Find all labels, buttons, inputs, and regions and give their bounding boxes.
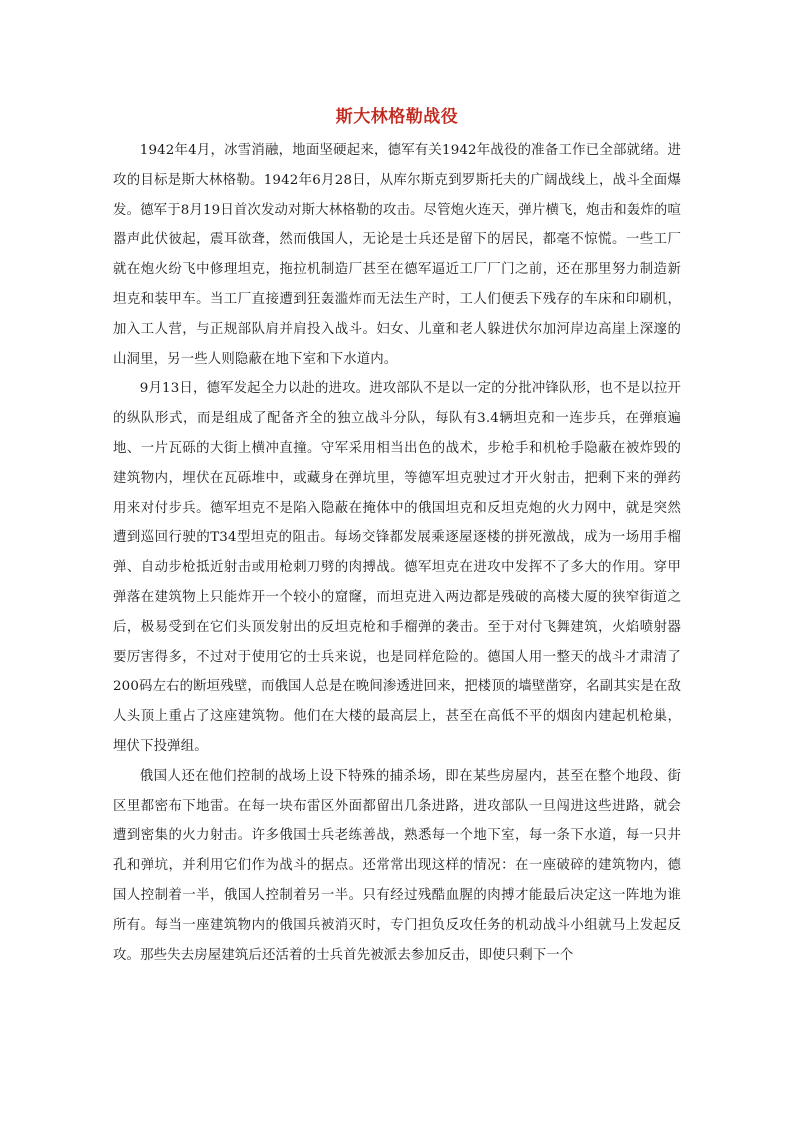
document-title: 斯大林格勒战役	[335, 107, 459, 127]
paragraph-1: 1942年4月，冰雪消融，地面坚硬起来，德军有关1942年战役的准备工作已全部就绪。进攻的目标是斯大林格勒。1942年6月28日，从库尔斯克到罗斯托夫的广阔战线上，战斗全面爆发。德军于8月19日首次发动对斯大林格勒的攻击。尽管炮火连天，弹片横飞，炮击和轰炸的喧嚣声此伏彼起，震耳欲聋，然而俄国人，无论是士兵还是留下的居民，都毫不惊慌。一些工厂就在炮火纷飞中修理坦克，拖拉机制造厂甚至在德军逼近工厂厂门之前，还在那里努力制造新坦克和装甲车。当工厂直接遭到狂轰滥炸而无法生产时，工人们便丢下残存的车床和印刷机，加入工人营，与正规部队肩并肩投入战斗。妇女、儿童和老人躲进伏尔加河岸边高崖上深邃的山洞里，另一些人则隐蔽在地下室和下水道内。	[113, 143, 681, 367]
paragraph-2: 9月13日，德军发起全力以赴的进攻。进攻部队不是以一定的分批冲锋队形，也不是以拉开的纵队形式，而是组成了配备齐全的独立战斗分队，每队有3.4辆坦克和一连步兵，在弹痕遍地、一片瓦砾的大街上横冲直撞。守军采用相当出色的战术，步枪手和机枪手隐蔽在被炸毁的建筑物内，埋伏在瓦砾堆中，或藏身在弹坑里，等德军坦克驶过才开火射击，把剩下来的弹药用来对付步兵。德军坦克不是陷入隐蔽在掩体中的俄国坦克和反坦克炮的火力网中，就是突然遭到巡回行驶的T34型坦克的阻击。每场交锋都发展乘逐屋逐楼的拼死激战，成为一场用手榴弹、自动步枪抵近射击或用枪刺刀劈的肉搏战。德军坦克在进攻中发挥不了多大的作用。穿甲弹落在建筑物上只能炸开一个较小的窟窿，而坦克进入两边都是残破的高楼大厦的狭窄街道之后，极易受到在它们头顶发射出的反坦克枪和手榴弹的袭击。至于对付飞舞建筑，火焰喷射器要厉害得多，不过对于使用它的士兵来说，也是同样危险的。德国人用一整天的战斗才肃清了200码左右的断垣残壁，而俄国人总是在晚间渗透进回来，把楼顶的墙壁凿穿，名副其实是在敌人头顶上重占了这座建筑物。他们在大楼的最高层上，甚至在高低不平的烟囱内建起机枪巢，埋伏下投弹组。	[113, 381, 681, 754]
document-page	[113, 98, 681, 970]
paragraph-3: 俄国人还在他们控制的战场上设下特殊的捕杀场，即在某些房屋内，甚至在整个地段、街区里都密布下地雷。在每一块布雷区外面都留出几条进路，进攻部队一旦闯进这些进路，就会遭到密集的火力射击。许多俄国士兵老练善战，熟悉每一个地下室，每一条下水道，每一只井孔和弹坑，并利用它们作为战斗的据点。还常常出现这样的情况：在一座破碎的建筑物内，德国人控制着一半，俄国人控制着另一半。只有经过残酷血腥的肉搏才能最后决定这一阵地为谁所有。每当一座建筑物内的俄国兵被消灭时，专门担负反攻任务的机动战斗小组就马上发起反攻。那些失去房屋建筑后还活着的士兵首先被派去参加反击，即使只剩下一个	[113, 768, 681, 963]
